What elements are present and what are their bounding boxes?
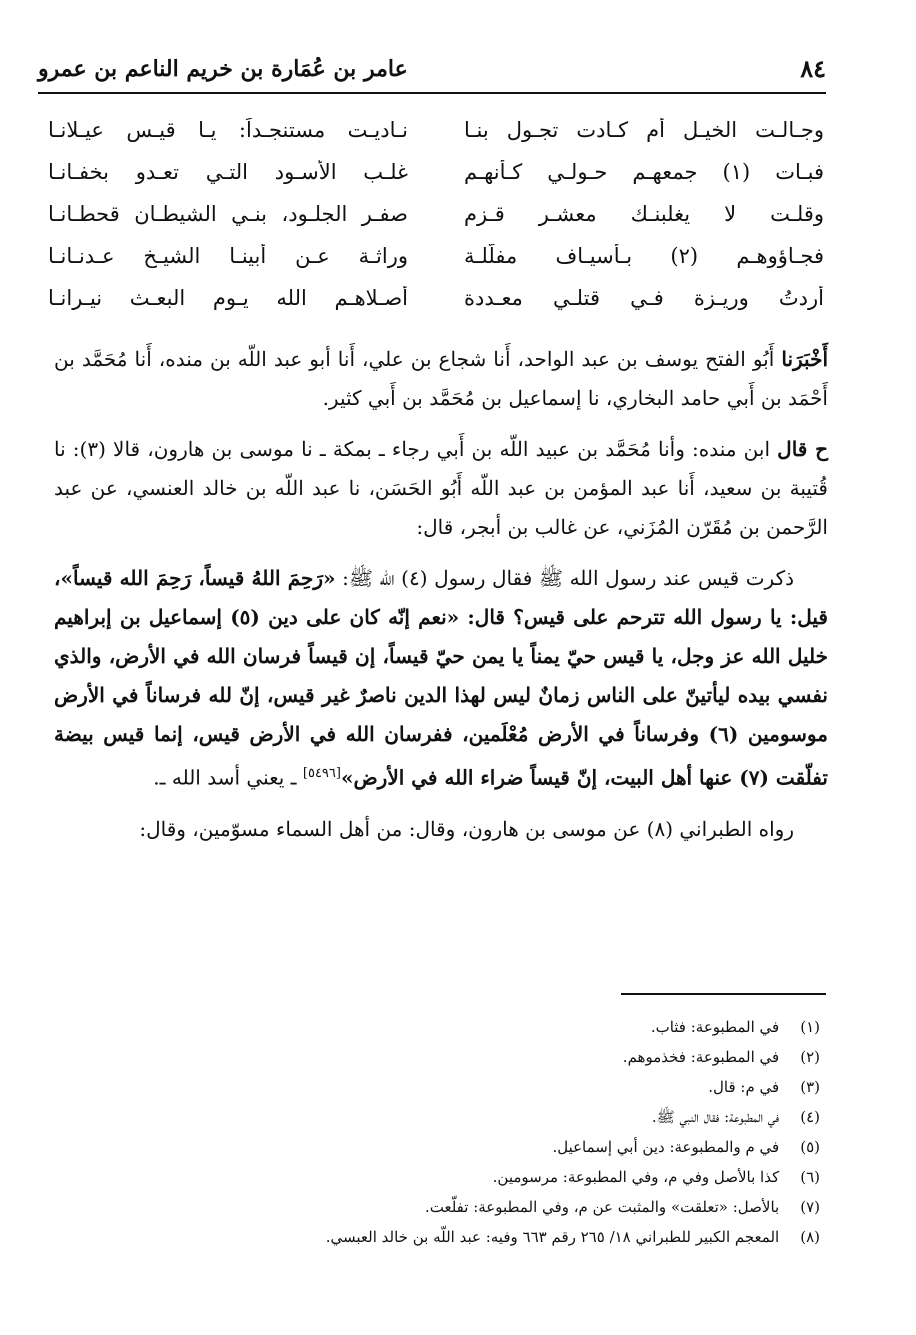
- footnote: [60, 1072, 820, 1102]
- footnote: [60, 1012, 820, 1042]
- hadith-text: «رَحِمَ اللهُ قيساً، رَحِمَ الله قيساً»، قيل: يا رسول الله تترحم على قيس؟ قال: «نعم إنّه كان على دين (٥) إسماعيل بن إبراهيم خليل الله عز وجل، يا قيس حيّ يمناً يا يمن حيّ قيساً، إن قيساً فرسان الله في الأرض، والذي نفسي بيده ليأتينّ على الناس زمانٌ ليس لهذا الدين ناصرٌ غير قيس، إنّ لله فرساناً في الأرض موسومين (٦) وفرساناً في الأرض مُعْلَمين، ففرسان الله في الأرض قيس، إنما قيس بيضة تفلّقت (٧) عنها أهل البيت، إنّ قيساً ضراء الله في الأرض»: [54, 566, 828, 790]
- footnote-text: كذا بالأصل وفي م، وفي المطبوعة: مرسومين.: [492, 1168, 780, 1186]
- paragraph-text: رواه الطبراني (٨) عن موسى بن هارون، وقال: من أهل السماء مسوّمين، وقال:: [139, 816, 794, 841]
- footnote: [60, 1192, 820, 1222]
- hemistich-second: وراثـة عـن أبينـا الشيـخ عـدنـانـا: [48, 244, 408, 268]
- footnote-number: (٥): [800, 1138, 820, 1156]
- poem: [48, 118, 824, 328]
- footnotes: [60, 1012, 820, 1252]
- footnote: [60, 1222, 820, 1252]
- footnote-number: (٢): [800, 1048, 820, 1066]
- hemistich-second: نـاديـت مستنجـداً: يـا قيـس عيـلانـا: [48, 118, 408, 142]
- paragraph-text: أَبُو الفتح يوسف بن عبد الواحد، أَنا شجاع بن علي، أَنا أبو عبد اللّه بن منده، أَنا مُحَمَّد بن أَحْمَد بن أَبي حامد البخاري، نا إسماعيل بن مُحَمَّد بن أَبي كثير.: [54, 347, 828, 410]
- hadith-paragraph: [54, 559, 828, 798]
- lead-word: أَخْبَرَنا: [781, 347, 828, 371]
- footnote-text: بالأصل: «تعلقت» والمثبت عن م، وفي المطبوعة: تفلّعت.: [424, 1198, 780, 1216]
- verse: [48, 244, 824, 286]
- hadith-reference: [٥٤٩٦]: [302, 766, 341, 781]
- footnote: [60, 1132, 820, 1162]
- isnad-paragraph-2: [54, 430, 828, 547]
- footnote: [60, 1102, 820, 1132]
- paragraph-text: ـ يعني أسد الله ـ.: [153, 765, 297, 790]
- footnote-number: (١): [800, 1018, 820, 1036]
- footnote-number: (٦): [800, 1168, 820, 1186]
- footnote-number: (٧): [800, 1198, 820, 1216]
- footnote-text: في م: قال.: [708, 1078, 780, 1096]
- footnote-number: (٨): [800, 1228, 820, 1246]
- hemistich-second: أصـلاهـم الله يـوم البعـث نيـرانـا: [48, 286, 408, 310]
- page-number: ٨٤: [800, 54, 826, 83]
- footnote-text: في المطبوعة: فثاب.: [650, 1018, 780, 1036]
- hemistich-second: صفـر الجلـود، بنـي الشيطـان قحطـانـا: [48, 202, 408, 226]
- hemistich-first: أردتُ وريـزة فـي قتلـي معـددة: [464, 286, 824, 310]
- hemistich-second: غلـب الأسـود التـي تعـدو بخفـانـا: [48, 160, 408, 184]
- footnote: [60, 1042, 820, 1072]
- footnote-divider: [621, 993, 826, 995]
- footnote-text: المعجم الكبير للطبراني ١٨/ ٢٦٥ رقم ٦٦٣ وفيه: عبد اللّه بن خالد العبسي.: [325, 1228, 780, 1246]
- paragraph-text: ذكرت قيس عند رسول الله ﷺ فقال رسول (٤) الله ﷺ:: [342, 566, 795, 590]
- footnote: [60, 1162, 820, 1192]
- hemistich-first: وقلـت لا يغلبنـك معشـر قـزم: [464, 202, 824, 226]
- lead-word: ح قال: [777, 437, 829, 461]
- running-title: عامر بن عُمَارة بن خريم الناعم بن عمرو: [38, 56, 408, 82]
- hemistich-first: فجـاؤوهـم (٢) بـأسيـاف مفلّلـة: [464, 244, 824, 268]
- footnote-text: في م والمطبوعة: دين أبي إسماعيل.: [552, 1138, 780, 1156]
- hemistich-first: وجـالـت الخيـل أم كـادت تجـول بنـا: [464, 118, 824, 142]
- footnote-number: (٤): [800, 1108, 820, 1126]
- hemistich-first: فبـات (١) جمعهـم حـولـي كـأنهـم: [464, 160, 824, 184]
- page-header: [38, 52, 826, 94]
- verse: [48, 118, 824, 160]
- footnote-text: في المطبوعة: فقال النبي ﷺ.: [651, 1108, 780, 1126]
- verse: [48, 202, 824, 244]
- verse: [48, 286, 824, 328]
- isnad-paragraph-1: [54, 340, 828, 418]
- footnote-text: في المطبوعة: فخذموهم.: [622, 1048, 780, 1066]
- main-text: [54, 340, 828, 861]
- footnote-number: (٣): [800, 1078, 820, 1096]
- paragraph-text: ابن منده: وأنا مُحَمَّد بن عبيد اللّه بن أَبي رجاء ـ بمكة ـ نا موسى بن هارون، قالا (٣): نا قُتيبة بن سعيد، أَنا عبد المؤمن بن عبد اللّه أَبُو الحَسَن، نا عبد اللّه بن خالد العنسي، عن عبد الرَّحمن بن مُقَرّن المُزَني، عن غالب بن أبجر، قال:: [54, 437, 828, 539]
- verse: [48, 160, 824, 202]
- closing-paragraph: [54, 810, 828, 849]
